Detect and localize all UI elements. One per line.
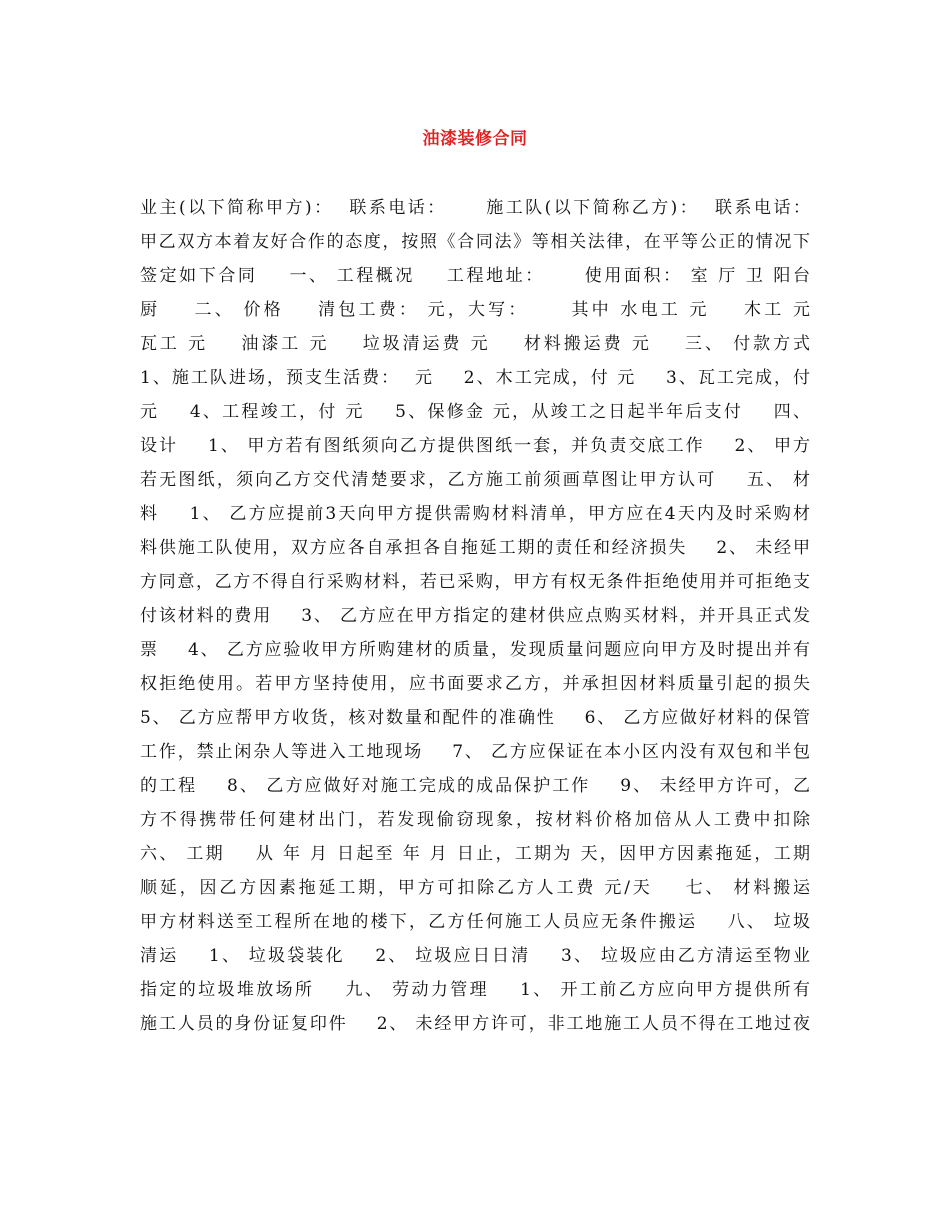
contract-body (140, 191, 810, 1041)
body-line: 甲方材料送至工程所在地的楼下，乙方任何施工人员应无条件搬运 八、 垃圾 (140, 912, 810, 932)
body-line: 5、 乙方应帮甲方收货，核对数量和配件的准确性 6、 乙方应做好材料的保管 (140, 708, 810, 728)
document-title: 油漆装修合同 (422, 129, 528, 149)
body-line: 瓦工 元 油漆工 元 垃圾清运费 元 材料搬运费 元 三、 付款方式 (140, 334, 810, 354)
body-line: 方同意，乙方不得自行采购材料，若已采购，甲方有权无条件拒绝使用并可拒绝支 (140, 572, 810, 592)
body-line: 甲乙双方本着友好合作的态度，按照《合同法》等相关法律，在平等公正的情况下 (140, 232, 810, 252)
body-line: 工作，禁止闲杂人等进入工地现场 7、 乙方应保证在本小区内没有双包和半包 (140, 742, 810, 762)
body-line: 施工人员的身份证复印件 2、 未经甲方许可，非工地施工人员不得在工地过夜 (140, 1014, 810, 1034)
body-line: 1、施工队进场，预支生活费： 元 2、木工完成，付 元 3、瓦工完成，付 (140, 368, 810, 388)
body-line: 厨 二、 价格 清包工费： 元，大写： 其中 水电工 元 木工 元 (140, 300, 810, 320)
body-line: 若无图纸，须向乙方交代清楚要求，乙方施工前须画草图让甲方认可 五、 材 (140, 470, 810, 490)
body-line: 的工程 8、 乙方应做好对施工完成的成品保护工作 9、 未经甲方许可，乙 (140, 776, 810, 796)
body-line: 业主(以下简称甲方)： 联系电话： 施工队(以下简称乙方)： 联系电话： (140, 198, 810, 218)
body-line: 料 1、 乙方应提前3天向甲方提供需购材料清单，甲方应在4天内及时采购材 (140, 504, 810, 524)
body-line: 票 4、 乙方应验收甲方所购建材的质量，发现质量问题应向甲方及时提出并有 (140, 640, 810, 660)
body-line: 顺延，因乙方因素拖延工期，甲方可扣除乙方人工费 元/天 七、 材料搬运 (140, 878, 810, 898)
body-line: 指定的垃圾堆放场所 九、 劳动力管理 1、 开工前乙方应向甲方提供所有 (140, 980, 810, 1000)
body-line: 付该材料的费用 3、 乙方应在甲方指定的建材供应点购买材料，并开具正式发 (140, 606, 810, 626)
body-line: 方不得携带任何建材出门，若发现偷窃现象，按材料价格加倍从人工费中扣除 (140, 810, 810, 830)
body-line: 设计 1、 甲方若有图纸须向乙方提供图纸一套，并负责交底工作 2、 甲方 (140, 436, 810, 456)
body-line: 清运 1、 垃圾袋装化 2、 垃圾应日日清 3、 垃圾应由乙方清运至物业 (140, 946, 810, 966)
body-line: 六、 工期 从 年 月 日起至 年 月 日止，工期为 天，因甲方因素拖延，工期 (140, 844, 810, 864)
body-line: 签定如下合同 一、 工程概况 工程地址： 使用面积： 室 厅 卫 阳台 (140, 266, 810, 286)
body-line: 料供施工队使用，双方应各自承担各自拖延工期的责任和经济损失 2、 未经甲 (140, 538, 810, 558)
body-line: 元 4、工程竣工，付 元 5、保修金 元，从竣工之日起半年后支付 四、 (140, 402, 810, 422)
body-line: 权拒绝使用。若甲方坚持使用，应书面要求乙方，并承担因材料质量引起的损失 (140, 674, 810, 694)
